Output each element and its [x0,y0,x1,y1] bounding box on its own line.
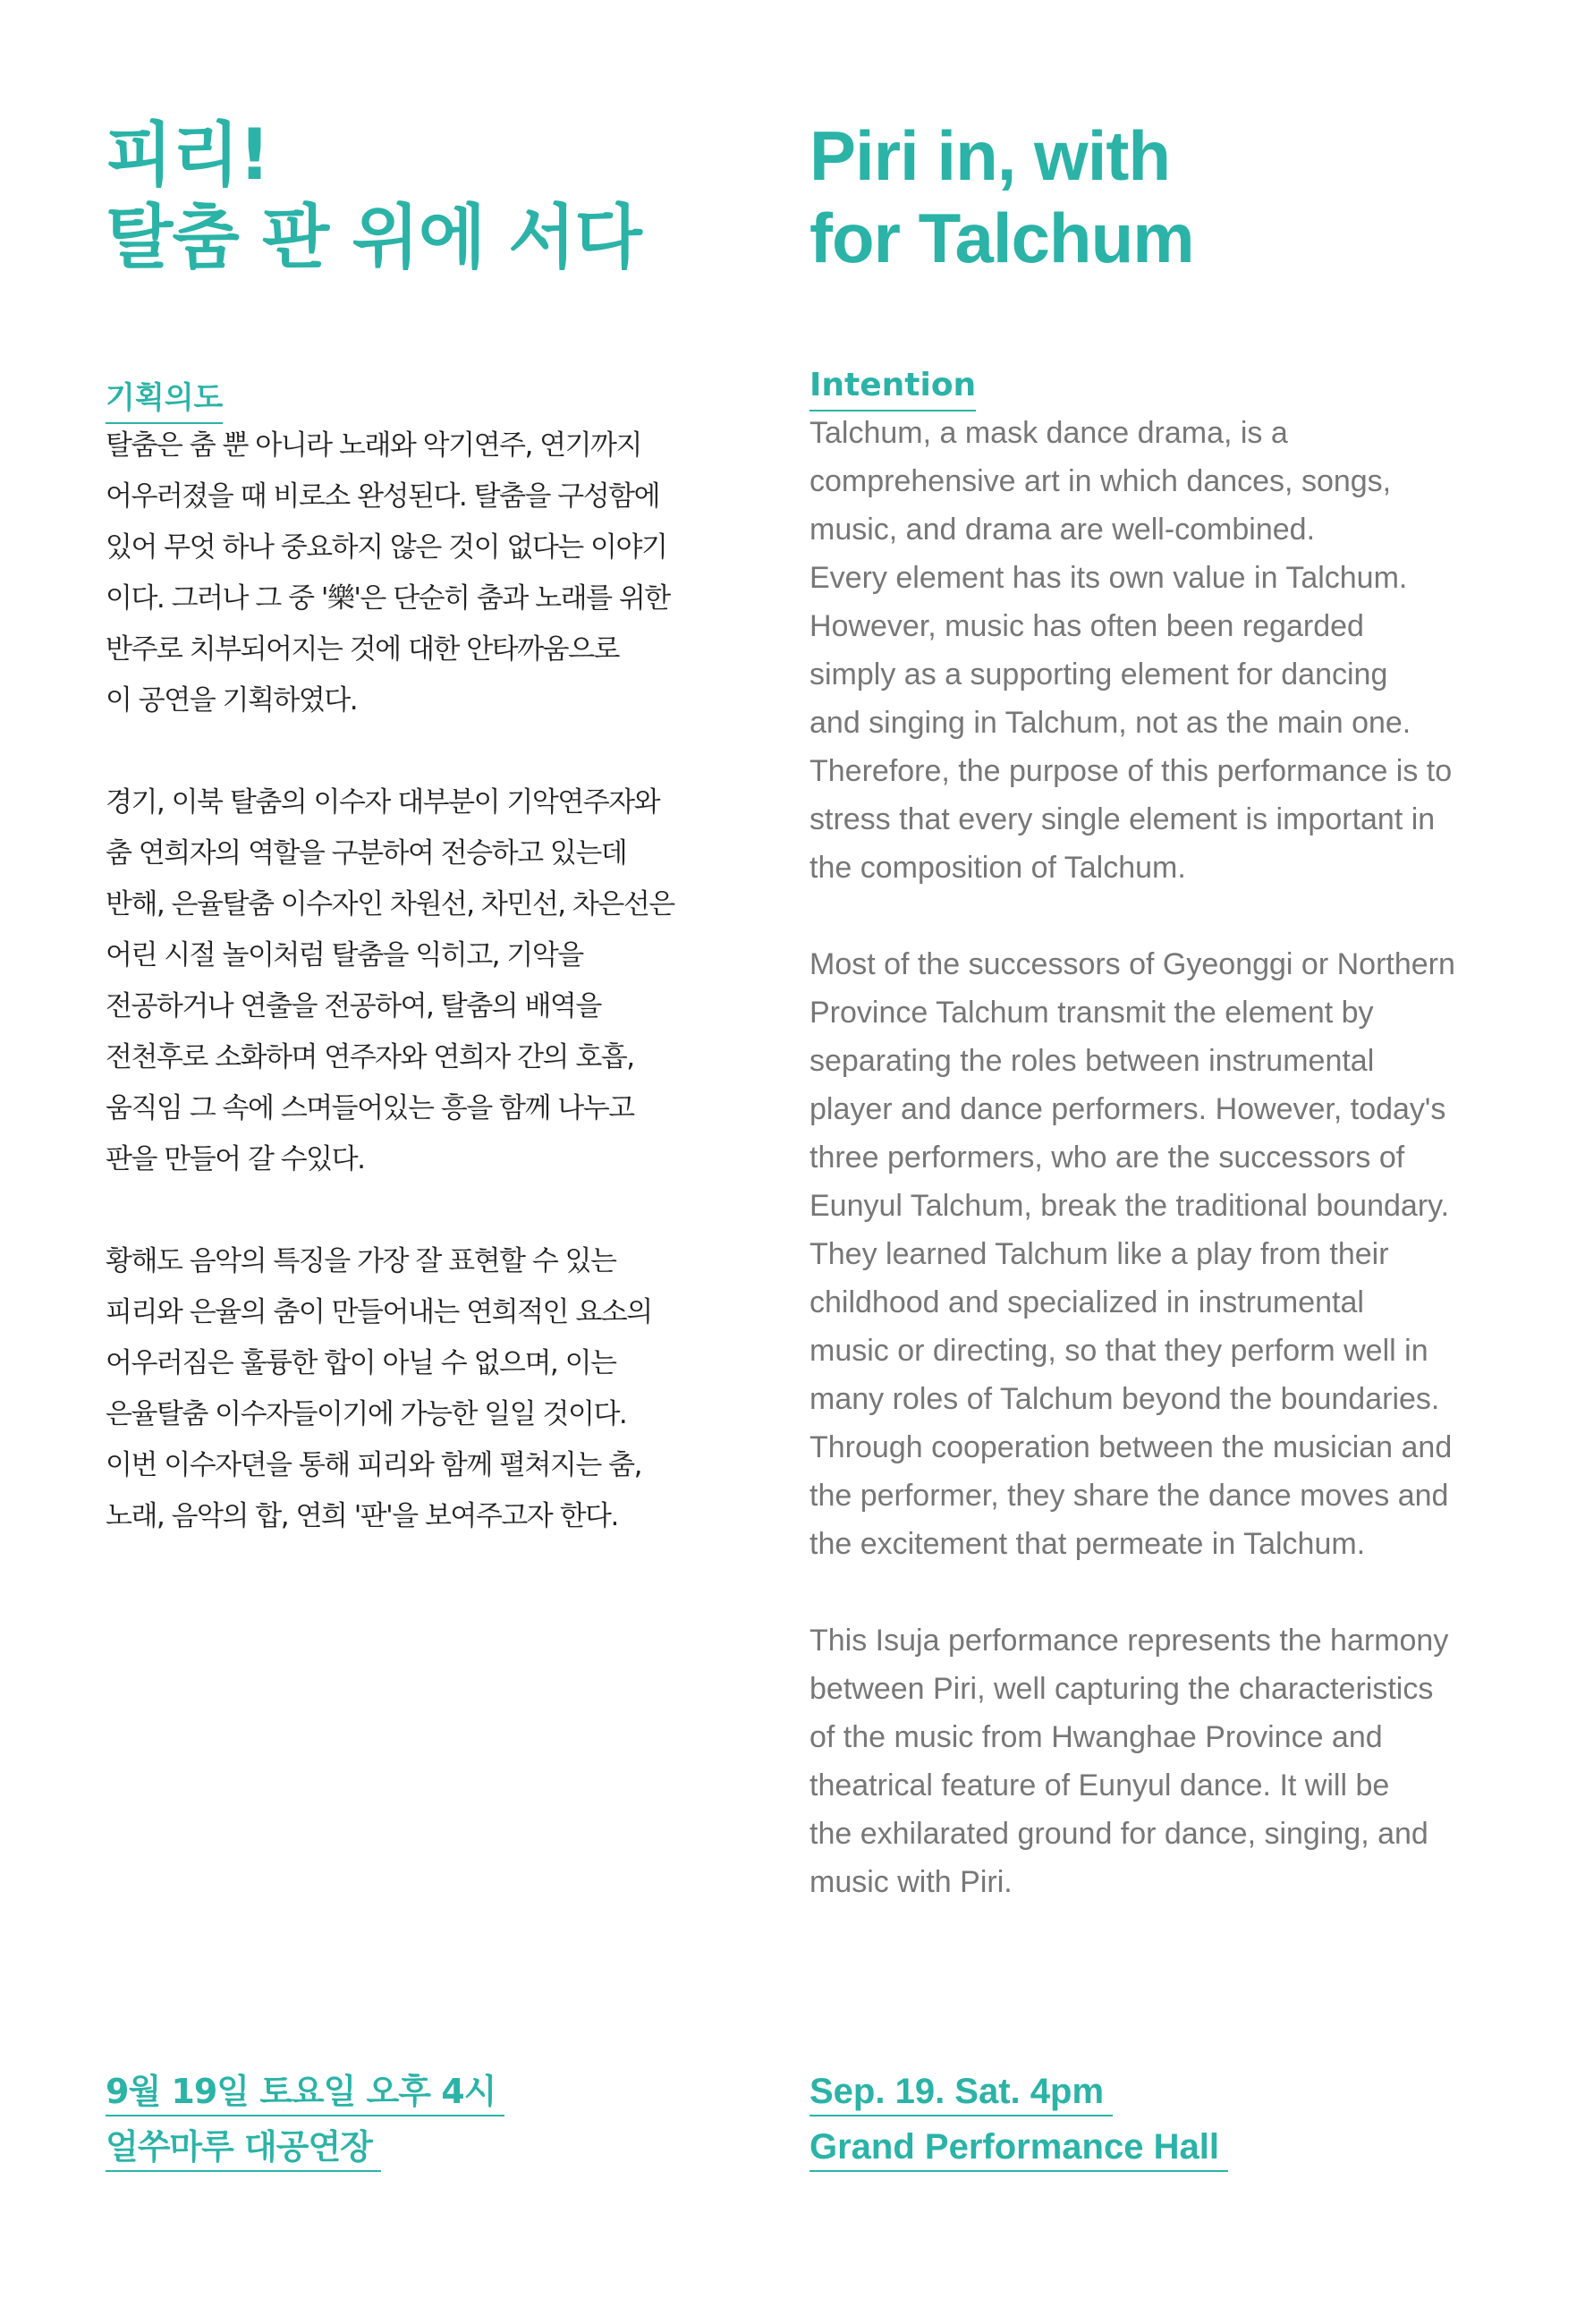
text-line: Talchum, a mask dance drama, is a [809,416,1288,450]
text-line: the excitement that permeate in Talchum. [809,1527,1366,1561]
text-line: simply as a supporting element for dancing [809,657,1388,691]
text-line: the performer, they share the dance moves and [809,1479,1449,1513]
text-line: and singing in Talchum, not as the main one. [809,706,1411,740]
text-line: Most of the successors of Gyeonggi or Northern [809,947,1455,981]
text-line: 황해도 음악의 특징을 가장 잘 표현할 수 있는 [106,1245,616,1277]
text-line: 노래, 음악의 합, 연희 '판'을 보여주고자 한다. [106,1500,618,1532]
text-line: 반해, 은율탈춤 이수자인 차원선, 차민선, 차은선은 [106,888,674,920]
text-line: 있어 무엇 하나 중요하지 않은 것이 없다는 이야기 [106,531,667,564]
text-line: Through cooperation between the musician and [809,1430,1453,1464]
text-line: 어우러졌을 때 비로소 완성된다. 탈춤을 구성함에 [106,480,660,513]
english-paragraph-2 [809,940,1489,1568]
text-line: music, and drama are well-combined. [809,513,1316,547]
text-line: 전천후로 소화하며 연주자와 연희자 간의 호흡, [106,1041,634,1073]
english-title-line-1: Piri in, with [809,116,1171,195]
text-line: player and dance performers. However, today's [809,1092,1446,1126]
korean-footer [106,2068,504,2179]
english-section-heading: Intention [809,363,976,411]
english-paragraph-1 [809,409,1489,892]
text-line: Every element has its own value in Talchum. [809,561,1408,595]
text-line: This Isuja performance represents the harmony [809,1624,1449,1658]
korean-paragraph-3 [106,1236,732,1542]
text-line: many roles of Talchum beyond the boundaries. [809,1382,1440,1416]
english-title-line-2: for Talchum [809,199,1194,277]
text-line: Eunyul Talchum, break the traditional boundary. [809,1189,1450,1223]
korean-date: 9월 19일 토요일 오후 4시 [106,2068,504,2116]
korean-body [106,420,732,1542]
text-line: the composition of Talchum. [809,851,1186,885]
text-line: of the music from Hwanghae Province and [809,1720,1383,1754]
text-line: childhood and specialized in instrumental [809,1285,1364,1319]
text-line: 이 공연을 기획하였다. [106,684,358,717]
text-line: the exhilarated ground for dance, singing, and [809,1817,1428,1851]
text-line: 탈춤은 춤 뿐 아니라 노래와 악기연주, 연기까지 [106,429,641,462]
english-date: Sep. 19. Sat. 4pm [809,2068,1113,2116]
text-line: 경기, 이북 탈춤의 이수자 대부분이 기악연주자와 [106,786,660,818]
korean-section-heading: 기획의도 [106,376,223,424]
english-venue: Grand Performance Hall [809,2124,1228,2172]
korean-title-line-2: 탈춤 판 위에 서다 [106,198,641,278]
english-paragraph-3 [809,1616,1489,1906]
text-line: 이번 이수자뎐을 통해 피리와 함께 펼쳐지는 춤, [106,1449,641,1481]
text-line: 춤 연희자의 역할을 구분하여 전승하고 있는데 [106,837,627,869]
text-line: 어우러짐은 훌륭한 합이 아닐 수 없으며, 이는 [106,1347,616,1379]
korean-paragraph-2 [106,777,732,1185]
text-line: However, music has often been regarded [809,609,1364,643]
text-line: between Piri, well capturing the characteristics [809,1672,1434,1706]
text-line: They learned Talchum like a play from their [809,1237,1389,1271]
text-line: 판을 만들어 갈 수있다. [106,1143,365,1175]
text-line: comprehensive art in which dances, songs, [809,464,1392,498]
text-line: 움직임 그 속에 스며들어있는 흥을 함께 나누고 [106,1092,634,1124]
text-line: three performers, who are the successors of [809,1141,1405,1175]
korean-venue: 얼쑤마루 대공연장 [106,2124,381,2172]
english-title [809,115,1194,279]
text-line: Province Talchum transmit the element by [809,996,1374,1030]
text-line: 은율탈춤 이수자들이기에 가능한 일일 것이다. [106,1398,627,1430]
paragraph-gap [106,1185,732,1236]
text-line: 반주로 치부되어지는 것에 대한 안타까움으로 [106,633,619,666]
text-line: 어린 시절 놀이처럼 탈춤을 익히고, 기악을 [106,939,583,971]
text-line: music with Piri. [809,1865,1013,1899]
paragraph-gap [809,892,1489,940]
text-line: music or directing, so that they perform well in [809,1334,1428,1368]
text-line: 피리와 은율의 춤이 만들어내는 연희적인 요소의 [106,1296,652,1328]
text-line: stress that every single element is important in [809,802,1436,836]
text-line: 전공하거나 연출을 전공하여, 탈춤의 배역을 [106,990,601,1022]
text-line: theatrical feature of Eunyul dance. It will be [809,1768,1390,1802]
korean-paragraph-1 [106,420,732,726]
paragraph-gap [106,726,732,777]
text-line: separating the roles between instrumental [809,1044,1375,1078]
english-footer [809,2068,1228,2179]
text-line: 이다. 그러나 그 중 '樂'은 단순히 춤과 노래를 위한 [106,582,670,615]
text-line: Therefore, the purpose of this performance is to [809,754,1453,788]
english-body [809,409,1489,1906]
paragraph-gap [809,1568,1489,1616]
korean-title [106,115,641,279]
korean-title-line-1: 피리! [106,115,270,196]
